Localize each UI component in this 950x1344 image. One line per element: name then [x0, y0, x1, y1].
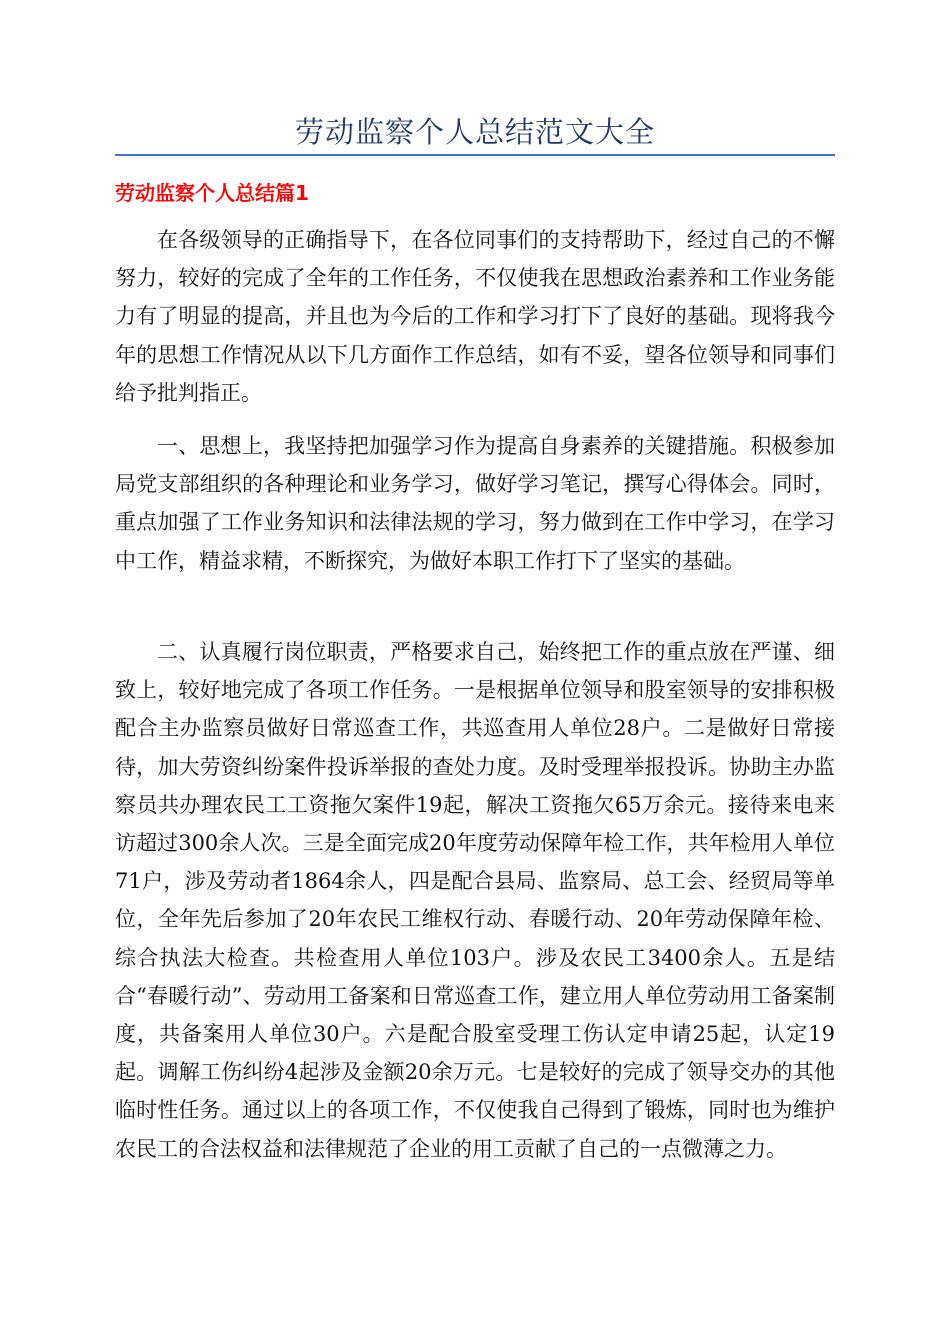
body-paragraph-thought: 一、思想上，我坚持把加强学习作为提高自身素养的关键措施。积极参加局党支部组织的各种理论和业务学习，做好学习笔记，撰写心得体会。同时，重点加强了工作业务知识和法律法规的学习，努力做到在工作中学习，在学习中工作，精益求精，不断探究，为做好本职工作打下了坚实的基础。 [115, 434, 835, 573]
section-heading: 劳动监察个人总结篇1 [115, 181, 309, 205]
body-paragraph-intro: 在各级领导的正确指导下，在各位同事们的支持帮助下，经过自己的不懈努力，较好的完成了全年的工作任务，不仅使我在思想政治素养和工作业务能力有了明显的提高，并且也为今后的工作和学习打下了良好的基础。现将我今年的思想工作情况从以下几方面作工作总结，如有不妥，望各位领导和同事们给予批判指正。 [115, 228, 835, 405]
title-divider [115, 154, 835, 156]
document-title: 劳动监察个人总结范文大全 [294, 115, 655, 149]
body-paragraph-duties: 二、认真履行岗位职责，严格要求自己，始终把工作的重点放在严谨、细致上，较好地完成了各项工作任务。一是根据单位领导和股室领导的安排积极配合主办监察员做好日常巡查工作，共巡查用人单位28户。二是做好日常接待，加大劳资纠纷案件投诉举报的查处力度。及时受理举报投诉。协助主办监察员共办理农民工工资拖欠案件19起，解决工资拖欠65万余元。接待来电来访超过300余人次。三是全面完成20年度劳动保障年检工作，共年检用人单位71户，涉及劳动者1864余人，四是配合县局、监察局、总工会、经贸局等单位，全年先后参加了20年农民工维权行动、春暖行动、20年劳动保障年检、综合执法大检查。共检查用人单位103户。涉及农民工3400余人。五是结合“春暖行动”、劳动用工备案和日常巡查工作，建立用人单位劳动用工备案制度，共备案用人单位30户。六是配合股室受理工伤认定申请25起，认定19起。调解工伤纠纷4起涉及金额20余万元。七是较好的完成了领导交办的其他临时性任务。通过以上的各项工作，不仅使我自己得到了锻炼，同时也为维护农民工的合法权益和法律规范了企业的用工贡献了自己的一点微薄之力。 [115, 640, 835, 1161]
